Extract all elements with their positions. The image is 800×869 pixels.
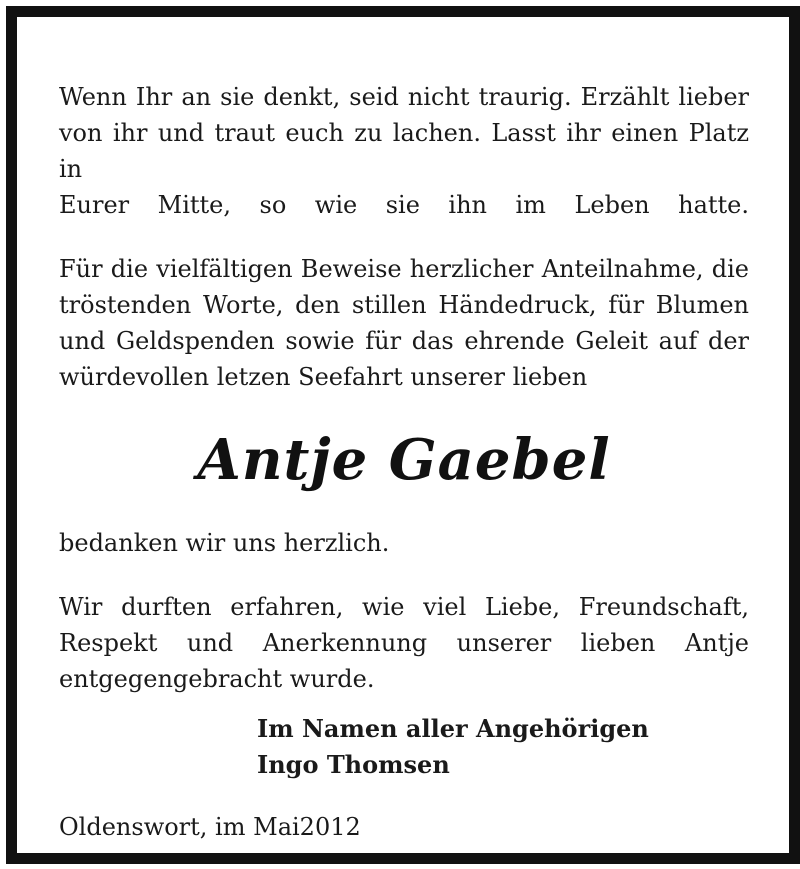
paragraph-gratitude: bedanken wir uns herzlich. xyxy=(59,529,390,557)
text-line: würdevollen letzen Seefahrt unserer lieben xyxy=(59,363,588,391)
signature-name: Ingo Thomsen xyxy=(257,750,450,779)
text-line: entgegengebracht wurde. xyxy=(59,665,375,693)
text-line: und Geldspenden sowie für das ehrende Geleit auf der xyxy=(59,327,749,355)
text-line: tröstenden Worte, den stillen Händedruck, für Blumen xyxy=(59,291,749,319)
signature-line: Im Namen aller Angehörigen xyxy=(257,714,649,743)
text-line: Wenn Ihr an sie denkt, seid nicht traurig. Erzählt lieber xyxy=(59,83,749,111)
signature-block xyxy=(257,711,749,783)
text-line: Eurer Mitte, so wie sie ihn im Leben hatte. xyxy=(59,191,749,219)
deceased-name: Antje Gaebel xyxy=(197,427,611,493)
notice-frame xyxy=(6,6,800,864)
text-line: Für die vielfältigen Beweise herzlicher Anteilnahme, die xyxy=(59,255,749,283)
paragraph-remembrance xyxy=(59,79,749,223)
paragraph-experience xyxy=(59,589,749,697)
text-line: Respekt und Anerkennung unserer lieben Antje xyxy=(59,629,749,657)
text-line: von ihr und traut euch zu lachen. Lasst ihr einen Platz in xyxy=(59,119,749,183)
notice-content xyxy=(59,79,749,845)
text-line: Wir durften erfahren, wie viel Liebe, Freundschaft, xyxy=(59,593,749,621)
place-date: Oldenswort, im Mai2012 xyxy=(59,813,361,841)
paragraph-thanks xyxy=(59,251,749,395)
